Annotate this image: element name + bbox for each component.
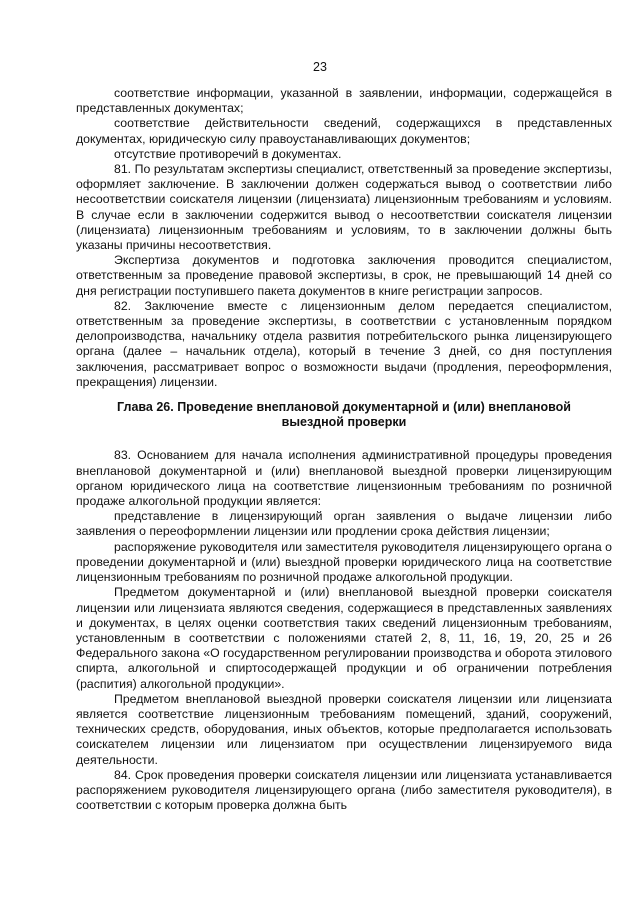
paragraph: Предметом внеплановой выездной проверки соискателя лицензии или лицензиата является соответствие лицензионным требованиям помещений, зданий, сооружений, технических средств, оборудования, иных объектов, которые предполагается использовать соискателем лицензии или лицензиатом при осуществлении лицензируемого вида деятельности. — [76, 691, 612, 767]
page-number: 23 — [313, 60, 327, 74]
paragraph: соответствие информации, указанной в заявлении, информации, содержащейся в представленных документах; — [76, 86, 612, 116]
paragraph: отсутствие противоречий в документах. — [114, 146, 342, 161]
paragraph: 84. Срок проведения проверки соискателя лицензии или лицензиата устанавливается распоряжением руководителя лицензирующего органа (либо заместителя руководителя), в соответствии с которым проверка должна быть — [76, 767, 612, 813]
paragraph: соответствие действительности сведений, содержащихся в представленных документах, юридическую силу правоустанавливающих документов; — [76, 116, 612, 146]
paragraph: Экспертиза документов и подготовка заключения проводится специалистом, ответственным за проведение правовой экспертизы, в срок, не превышающий 14 дней со дня регистрации поступившего пакета документов в книге регистрации запросов. — [76, 253, 612, 298]
paragraph: 83. Основанием для начала исполнения административной процедуры проведения внеплановой документарной и (или) внеплановой выездной проверки лицензирующим органом юридического лица на соответствие лицензионным требованиям по розничной продаже алкогольной продукции является: — [76, 448, 612, 509]
page-body — [76, 62, 612, 813]
paragraph: Предметом документарной и (или) внеплановой выездной проверки соискателя лицензии или лицензиата являются сведения, содержащиеся в представленных заявлениях и документах, в целях оценки соответствия таких сведений лицензионным требованиям, установленным в соответствии с положениями статей 2, 8, 11, 16, 19, 20, 25 и 26 Федерального закона «О государственном регулировании производства и оборота этилового спирта, алкогольной и спиртосодержащей продукции и об ограничении потребления (распития) алкогольной продукции». — [76, 585, 612, 691]
paragraph: 81. По результатам экспертизы специалист, ответственный за проведение экспертизы, оформляет заключение. В заключении должен содержаться вывод о соответствии либо несоответствии соискателя лицензии (лицензиата) лицензионным требованиям и условиям. В случае если в заключении содержится вывод о несоответствии соискателя лицензии (лицензиата) лицензионным требованиям и условиям, то в заключении должны быть указаны причины несоответствия. — [76, 162, 612, 253]
paragraph: распоряжение руководителя или заместителя руководителя лицензирующего органа о проведении документарной и (или) выездной проверки юридического лица на соответствие лицензионным требованиям по розничной продаже алкогольной продукции. — [76, 539, 612, 585]
paragraph: 82. Заключение вместе с лицензионным делом передается специалистом, ответственным за проведение экспертизы, в соответствии с установленным порядком делопроизводства, начальнику отдела развития потребительского рынка лицензирующего органа (далее – начальник отдела), который в течение 3 дней, со дня поступления заключения, рассматривает вопрос о возможности выдачи (продления, переоформления, прекращения) лицензии. — [76, 298, 612, 389]
paragraph: представление в лицензирующий орган заявления о выдаче лицензии либо заявления о переоформлении лицензии или продлении срока действия лицензии; — [76, 509, 612, 539]
chapter-heading: Глава 26. Проведение внеплановой документарной и (или) внеплановой выездной проверки — [117, 400, 571, 430]
